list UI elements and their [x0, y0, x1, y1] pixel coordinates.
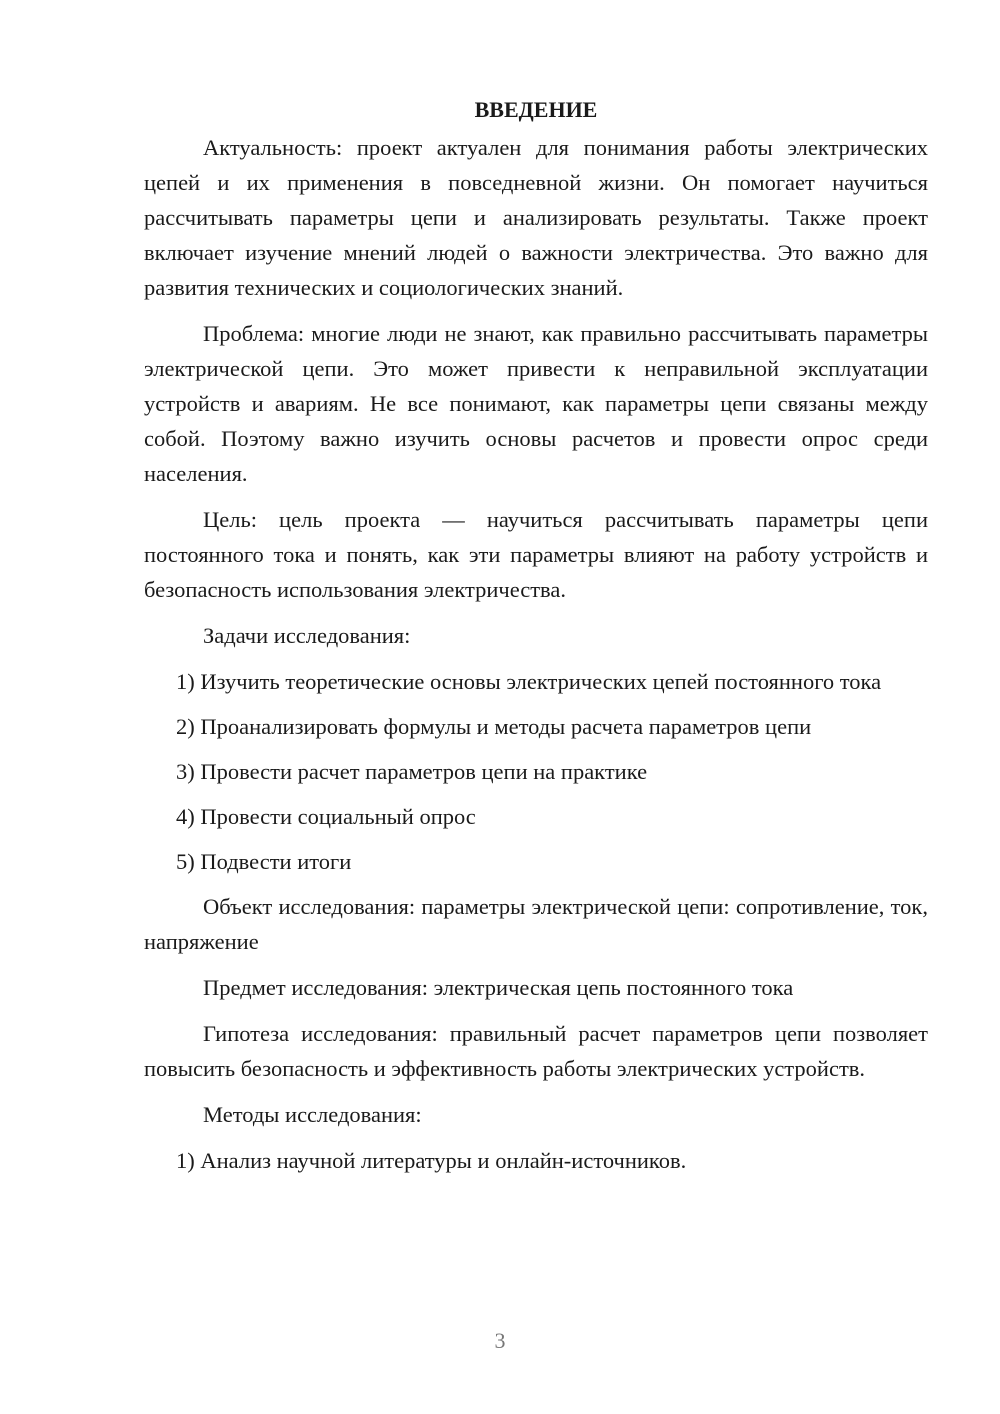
- document-page: [144, 92, 928, 1188]
- method-item-1: 1) Анализ научной литературы и онлайн-источников.: [176, 1148, 687, 1173]
- paragraph-relevance: Актуальность: проект актуален для понимания работы электрических цепей и их применения в повседневной жизни. Он помогает научиться рассчитывать параметры цепи и анализировать результаты. Также проект включает изучение мнений людей о важности электричества. Это важно для развития технических и социологических знаний.: [144, 135, 928, 300]
- task-item-2: 2) Проанализировать формулы и методы расчета параметров цепи: [176, 714, 812, 739]
- paragraph-subject: Предмет исследования: электрическая цепь постоянного тока: [203, 975, 794, 1000]
- task-item-3: 3) Провести расчет параметров цепи на практике: [176, 759, 648, 784]
- tasks-heading: Задачи исследования:: [203, 623, 411, 648]
- paragraph-hypothesis: Гипотеза исследования: правильный расчет параметров цепи позволяет повысить безопасность и эффективность работы электрических устройств.: [144, 1021, 928, 1081]
- task-item-4: 4) Провести социальный опрос: [176, 804, 476, 829]
- page-number: 3: [494, 1328, 506, 1353]
- methods-heading: Методы исследования:: [203, 1102, 422, 1127]
- paragraph-object: Объект исследования: параметры электрической цепи: сопротивление, ток, напряжение: [144, 894, 928, 954]
- paragraph-goal: Цель: цель проекта — научиться рассчитывать параметры цепи постоянного тока и понять, как эти параметры влияют на работу устройств и безопасность использования электричества.: [144, 507, 928, 602]
- task-item-1: 1) Изучить теоретические основы электрических цепей постоянного тока: [176, 669, 882, 694]
- task-item-5: 5) Подвести итоги: [176, 849, 352, 874]
- paragraph-problem: Проблема: многие люди не знают, как правильно рассчитывать параметры электрической цепи. Это может привести к неправильной эксплуатации устройств и авариям. Не все понимают, как параметры цепи связаны между собой. Поэтому важно изучить основы расчетов и провести опрос среди населения.: [144, 321, 928, 486]
- section-title: ВВЕДЕНИЕ: [474, 97, 598, 122]
